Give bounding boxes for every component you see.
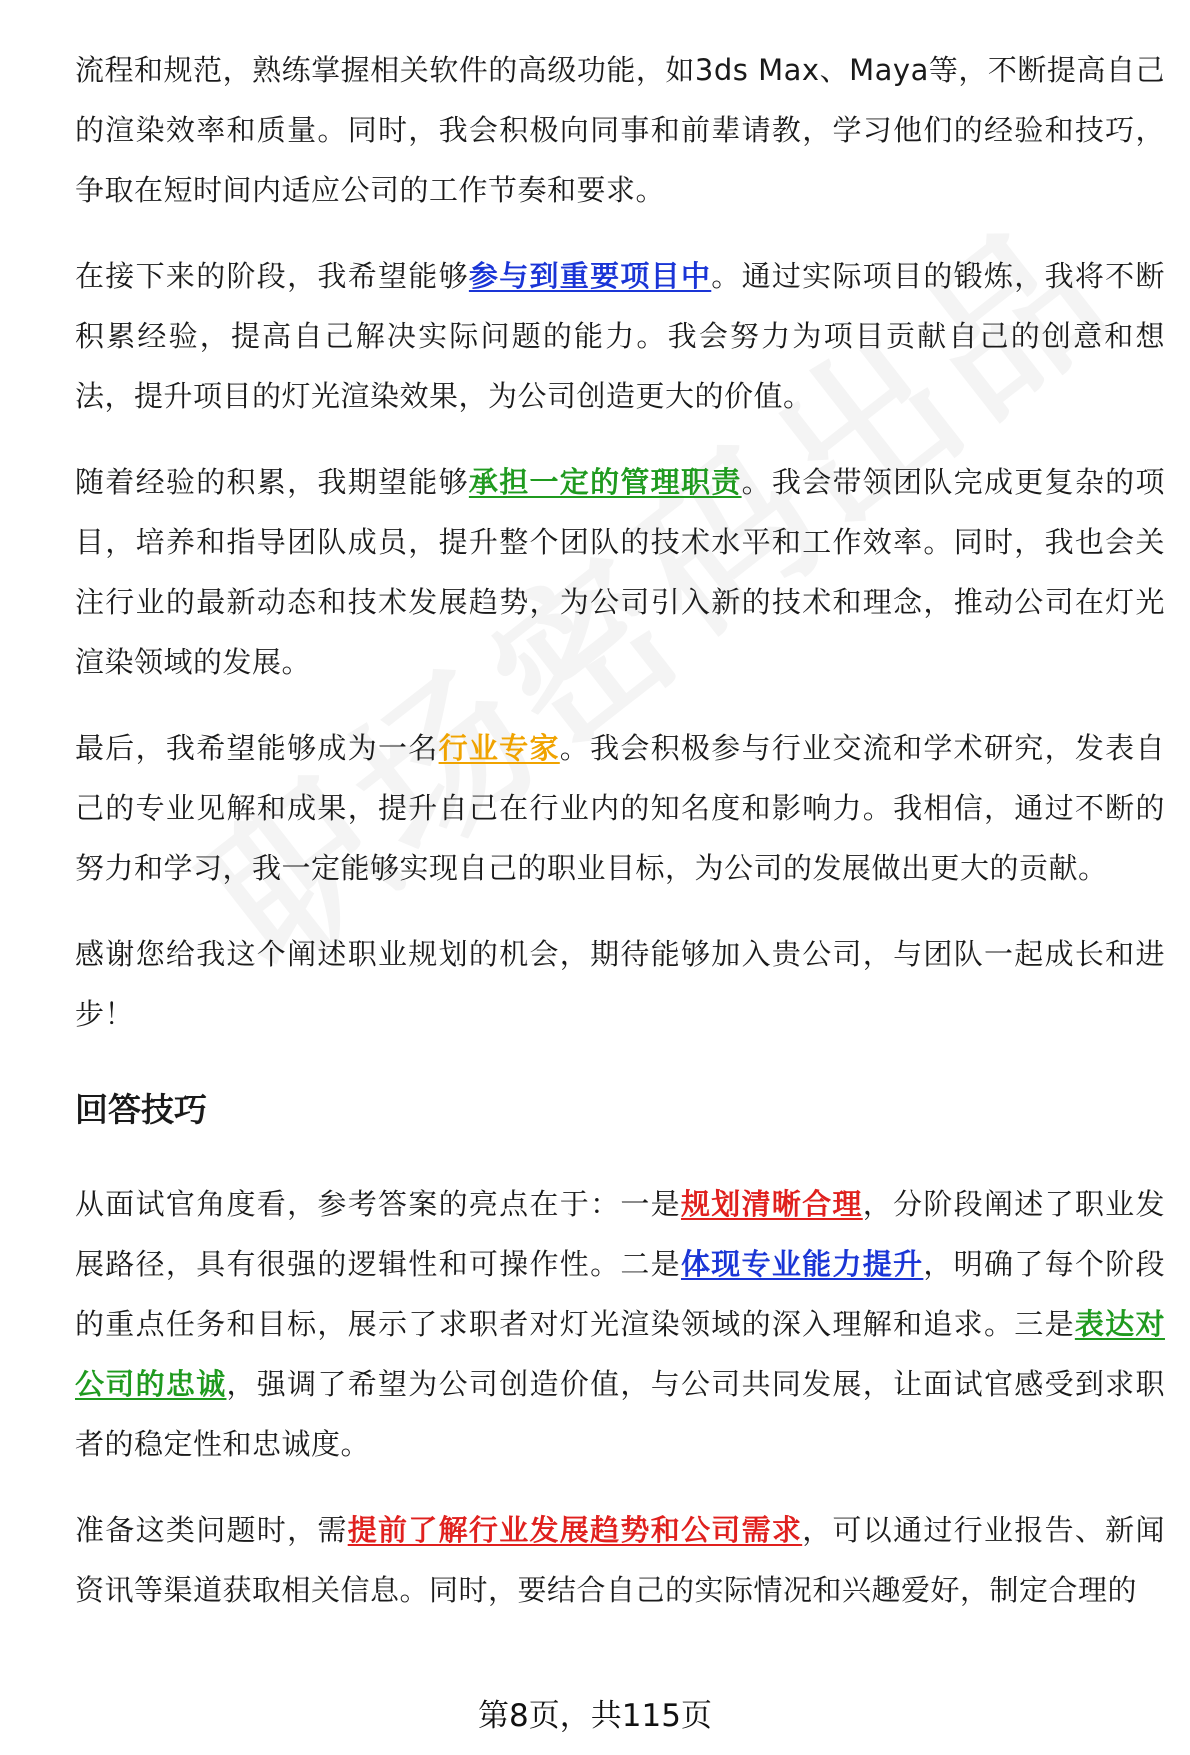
highlight-text: 规划清晰合理 [680,1187,863,1221]
text-segment: 。我会积极参与行业交流和学术研究，发表自己的专业见解和成果，提升自己在行业内的知名度和影响力。我相信，通过不断的努力和学习，我一定能够实现自己的职业目标，为公司的发展做出更大的贡献。 [75,731,1165,885]
highlight-text: 参与到重要项目中 [468,259,712,293]
tips-paragraph-1 [75,1174,1165,1474]
text-segment: 。通过实际项目的锻炼，我将不断积累经验，提高自己解决实际问题的能力。我会努力为项目贡献自己的创意和想法，提升项目的灯光渲染效果，为公司创造更大的价值。 [75,259,1165,413]
paragraph-4 [75,718,1165,898]
text-segment: 。我会带领团队完成更复杂的项目，培养和指导团队成员，提升整个团队的技术水平和工作效率。同时，我也会关注行业的最新动态和技术发展趋势，为公司引入新的技术和理念，推动公司在灯光渲染领域的发展。 [75,465,1165,679]
highlight-text: 体现专业能力提升 [680,1247,924,1281]
highlight-text: 行业专家 [438,731,560,765]
text-segment: ，强调了希望为公司创造价值，与公司共同发展，让面试官感受到求职者的稳定性和忠诚度。 [75,1367,1165,1461]
text-segment: ，可以通过行业报告、新闻资讯等渠道获取相关信息。同时，要结合自己的实际情况和兴趣爱好，制定合理的 [75,1513,1165,1607]
page-content [75,40,1165,1646]
text-segment: 在接下来的阶段，我希望能够 [75,259,469,293]
paragraph-2 [75,246,1165,426]
page-number: 第8页，共115页 [478,1698,712,1734]
paragraph-3 [75,452,1165,692]
answer-section [75,40,1165,1044]
paragraph-1 [75,40,1165,220]
text-segment: 从面试官角度看，参考答案的亮点在于：一是 [75,1187,681,1221]
highlight-text: 承担一定的管理职责 [468,465,742,499]
highlight-text: 提前了解行业发展趋势和公司需求 [347,1513,803,1547]
tips-paragraph-2 [75,1500,1165,1620]
text-segment: ，明确了每个阶段的重点任务和目标，展示了求职者对灯光渲染领域的深入理解和追求。三是 [75,1247,1165,1341]
text-segment: 准备这类问题时，需 [75,1513,348,1547]
tips-section [75,1174,1165,1620]
text-segment: 感谢您给我这个阐述职业规划的机会，期待能够加入贵公司，与团队一起成长和进步！ [75,937,1165,1031]
text-segment: 流程和规范，熟练掌握相关软件的高级功能，如3ds Max、Maya等，不断提高自己的渲染效率和质量。同时，我会积极向同事和前辈请教，学习他们的经验和技巧，争取在短时间内适应公司的工作节奏和要求。 [75,53,1165,207]
text-segment: 最后，我希望能够成为一名 [75,731,439,765]
section-heading: 回答技巧 [75,1090,207,1129]
text-segment: ，分阶段阐述了职业发展路径，具有很强的逻辑性和可操作性。二是 [75,1187,1165,1281]
highlight-text: 表达对公司的忠诚 [75,1307,1165,1401]
paragraph-5 [75,924,1165,1044]
text-segment: 随着经验的积累，我期望能够 [75,465,469,499]
